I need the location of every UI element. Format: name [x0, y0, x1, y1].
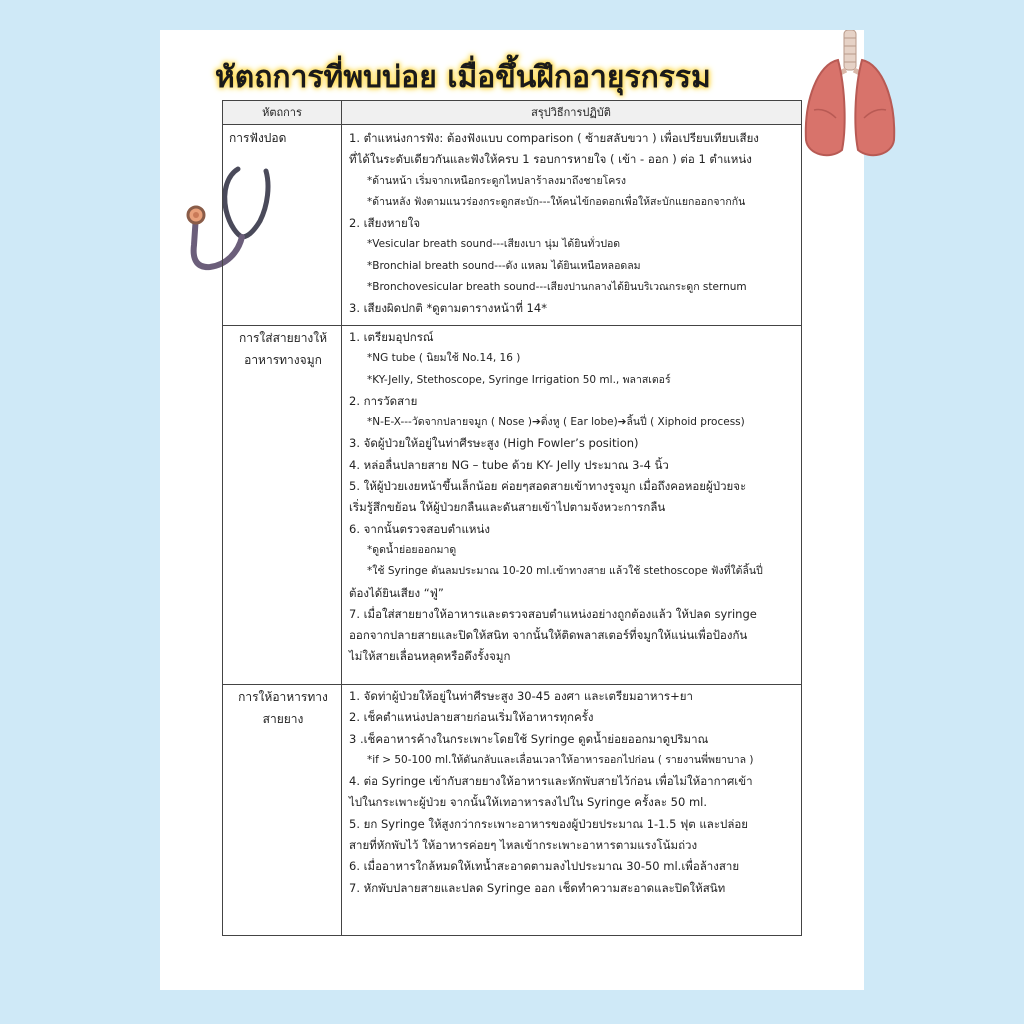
- row-content-tube-feeding: [349, 686, 799, 899]
- column-divider: [341, 101, 342, 935]
- content-line: *ดูดน้ำย่อยออกมาดู: [367, 543, 457, 556]
- content-line: *N-E-X---วัดจากปลายจมูก ( Nose )➔ติ่งหู ( Ear lobe)➔ลิ้นปี่ ( Xiphoid process): [367, 416, 745, 429]
- row-divider: [223, 325, 801, 326]
- page-title: หัตถการที่พบบ่อย เมื่อขึ้นฝึกอายุรกรรม: [215, 60, 711, 95]
- content-line: 3. เสียงผิดปกติ *ดูตามตารางหน้าที่ 14*: [349, 301, 547, 316]
- lungs-icon: [800, 30, 900, 170]
- row-topic-ng-tube-insertion: การใส่สายยางให้อาหารทางจมูก: [238, 331, 328, 367]
- content-line: 2. การวัดสาย: [349, 393, 418, 408]
- content-line: 1. ตำแหน่งการฟัง: ต้องฟังแบบ comparison ( ซ้ายสลับขวา ) เพื่อเปรียบเทียบเสียง: [349, 131, 759, 145]
- content-line: ออกจากปลายสายและปิดให้สนิท จากนั้นให้ติดพลาสเตอร์ที่จมูกให้แน่นเพื่อป้องกัน: [349, 628, 748, 643]
- row-topic-lung-auscultation: การฟังปอด: [229, 131, 287, 145]
- content-line: ไปในกระเพาะผู้ป่วย จากนั้นให้เทอาหารลงไปใน Syringe ครั้งละ 50 ml.: [349, 795, 708, 810]
- content-line: 2. เช็คตำแหน่งปลายสายก่อนเริ่มให้อาหารทุกครั้ง: [349, 710, 594, 725]
- row-content-lung-auscultation: [349, 128, 799, 320]
- content-line: 2. เสียงหายใจ: [349, 216, 421, 231]
- row-divider: [223, 684, 801, 685]
- header-summary: สรุปวิธีการปฏิบัติ: [531, 106, 611, 119]
- content-line: 3 .เช็คอาหารค้างในกระเพาะโดยใช้ Syringe ดูดน้ำย่อยออกมาดูปริมาณ: [349, 731, 709, 746]
- content-line: *if > 50-100 ml.ให้ดันกลับและเลื่อนเวลาให้อาหารออกไปก่อน ( รายงานพี่พยาบาล ): [367, 753, 754, 766]
- content-line: 5. ให้ผู้ป่วยเงยหน้าขึ้นเล็กน้อย ค่อยๆสอดสายเข้าทางรูจมูก เมื่อถึงคอหอยผู้ป่วยจะ: [349, 479, 747, 494]
- content-line: 4. ต่อ Syringe เข้ากับสายยางให้อาหารและหักพับสายไว้ก่อน เพื่อไม่ให้อากาศเข้า: [349, 774, 753, 789]
- content-line: เริ่มรู้สึกขย้อน ให้ผู้ป่วยกลืนและดันสายเข้าไปตามจังหวะการกลืน: [349, 500, 666, 515]
- content-line: *NG tube ( นิยมใช้ No.14, 16 ): [367, 352, 521, 365]
- content-line: 6. จากนั้นตรวจสอบตำแหน่ง: [349, 521, 490, 536]
- content-line: *ใช้ Syringe ดันลมประมาณ 10-20 ml.เข้าทางสาย แล้วใช้ stethoscope ฟังที่ใต้ลิ้นปี่: [367, 565, 763, 578]
- content-line: 1. จัดท่าผู้ป่วยให้อยู่ในท่าศีรษะสูง 30-45 องศา และเตรียมอาหาร+ยา: [349, 689, 693, 703]
- row-topic-tube-feeding: การให้อาหารทางสายยาง: [238, 690, 328, 726]
- content-line: 6. เมื่ออาหารใกล้หมดให้เทน้ำสะอาดตามลงไปประมาณ 30-50 ml.เพื่อล้างสาย: [349, 859, 740, 874]
- content-line: 4. หล่อลื่นปลายสาย NG – tube ด้วย KY- Jelly ประมาณ 3-4 นิ้ว: [349, 457, 669, 472]
- content-line: ไม่ให้สายเลื่อนหลุดหรือดึงรั้งจมูก: [349, 649, 511, 664]
- content-line: สายที่หักพับไว้ ให้อาหารค่อยๆ ไหลเข้ากระเพาะอาหารตามแรงโน้มถ่วง: [349, 838, 698, 853]
- content-line: *Bronchovesicular breath sound---เสียงปานกลางได้ยินบริเวณกระดูก sternum: [367, 281, 747, 294]
- content-line: *ด้านหลัง ฟังตามแนวร่องกระดูกสะบัก---ให้คนไข้กอดอกเพื่อให้สะบักแยกออกจากกัน: [367, 195, 746, 208]
- content-line: *Bronchial breath sound---ดัง แหลม ได้ยินเหนือหลอดลม: [367, 259, 641, 272]
- content-line: 1. เตรียมอุปกรณ์: [349, 330, 434, 344]
- content-line: *KY-Jelly, Stethoscope, Syringe Irrigation 50 ml., พลาสเตอร์: [367, 373, 671, 386]
- content-line: *Vesicular breath sound---เสียงเบา นุ่ม ได้ยินทั่วปอด: [367, 238, 621, 251]
- content-line: 7. หักพับปลายสายและปลด Syringe ออก เช็ดทำความสะอาดและปิดให้สนิท: [349, 880, 726, 895]
- content-line: 3. จัดผู้ป่วยให้อยู่ในท่าศีรษะสูง (High Fowler’s position): [349, 436, 639, 451]
- content-line: 7. เมื่อใส่สายยางให้อาหารและตรวจสอบตำแหน่งอย่างถูกต้องแล้ว ให้ปลด syringe: [349, 606, 757, 621]
- header-procedure: หัตถการ: [262, 106, 302, 119]
- row-content-ng-tube-insertion: [349, 327, 799, 668]
- content-line: *ด้านหน้า เริ่มจากเหนือกระดูกไหปลาร้าลงมาถึงชายโครง: [367, 174, 627, 187]
- content-line: ต้องได้ยินเสียง “ฟู่”: [349, 585, 444, 600]
- content-line: 5. ยก Syringe ให้สูงกว่ากระเพาะอาหารของผู้ป่วยประมาณ 1-1.5 ฟุต และปล่อย: [349, 816, 749, 831]
- table-header: [223, 101, 801, 125]
- content-line: ที่ได้ในระดับเดียวกันและฟังให้ครบ 1 รอบการหายใจ ( เข้า - ออก ) ต่อ 1 ตำแหน่ง: [349, 152, 752, 167]
- procedure-table: [222, 100, 802, 936]
